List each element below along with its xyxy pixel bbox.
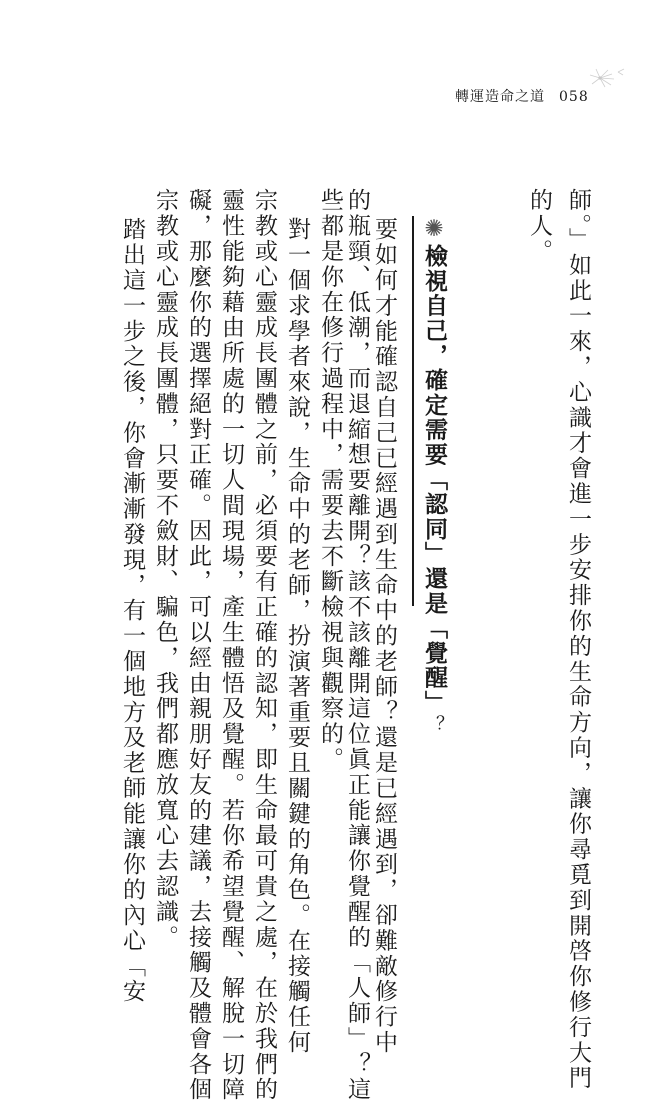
text-column-1: 師。」如此一來，心識才會進一步安排你的生命方向，讓你尋覓到開啓你修行大門 (565, 188, 591, 1091)
section-heading-text: 檢視自己，確定需要「認同」還是「覺醒」 (421, 243, 447, 716)
text-column-3: 要如何才能確認自己已經遇到生命中的老師？還是已經遇到，卻難敵修行中 (371, 217, 397, 1056)
text-column-11: 踏出這一步之後，你會漸漸發現，有一個地方及老師能讓你的內心「安 (119, 217, 145, 1005)
section-heading (420, 216, 448, 735)
flower-bullet-icon: ✺ (421, 216, 447, 244)
text-column-2: 的人。 (526, 188, 552, 265)
section-heading-question: ？ (424, 715, 445, 735)
page-number: 058 (559, 89, 589, 105)
running-header (455, 86, 589, 106)
dandelion-ornament-icon (578, 66, 628, 90)
text-column-6: 對一個求學者來說，生命中的老師，扮演著重要且關鍵的角色。在接觸任何 (284, 217, 310, 1056)
text-column-9: 礙，那麼你的選擇絕對正確。因此，可以經由親朋好友的建議，去接觸及體會各個 (185, 188, 211, 1102)
text-column-5: 些都是你在修行過程中，需要去不斷檢視與觀察的。 (317, 188, 343, 773)
text-column-4: 的瓶頸、低潮，而退縮想要離開？該不該離開這位眞正能讓你覺醒的「人師」？這 (344, 188, 370, 1102)
text-column-7: 宗教或心靈成長團體之前，必須要有正確的認知，即生命最可貴之處，在於我們的 (251, 188, 277, 1102)
text-column-10: 宗教或心靈成長團體，只要不斂財、騙色，我們都應放寬心去認識。 (152, 188, 178, 950)
heading-rule (412, 216, 414, 606)
text-column-8: 靈性能夠藉由所處的一切人間現場，產生體悟及覺醒。若你希望覺醒、解脫一切障 (218, 188, 244, 1102)
book-title: 轉運造命之道 (455, 89, 545, 105)
